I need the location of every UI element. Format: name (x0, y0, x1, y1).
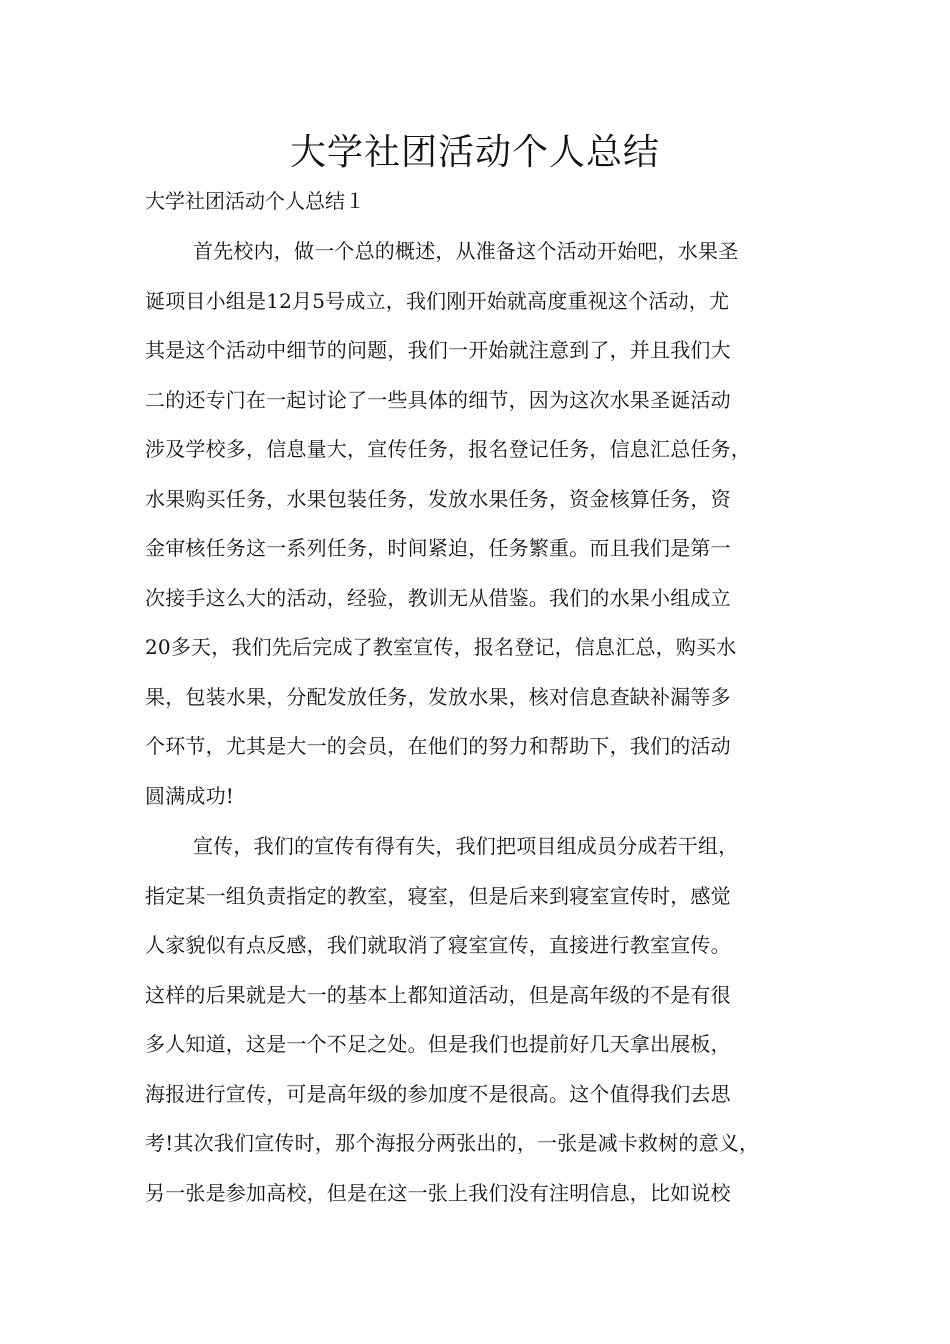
paragraph-line: 20多天，我们先后完成了教室宣传，报名登记，信息汇总，购买水 (145, 635, 737, 659)
document-subtitle: 大学社团活动个人总结１ (145, 189, 365, 213)
paragraph-line: 水果购买任务，水果包装任务，发放水果任务，资金核算任务，资 (145, 487, 731, 511)
paragraph-line: 个环节，尤其是大一的会员，在他们的努力和帮助下，我们的活动 (145, 734, 731, 758)
paragraph-line: 二的还专门在一起讨论了一些具体的细节，因为这次水果圣诞活动 (145, 388, 731, 412)
paragraph-line: 果，包装水果，分配发放任务，发放水果，核对信息查缺补漏等多 (145, 685, 731, 709)
paragraph-line: 金审核任务这一系列任务，时间紧迫，任务繁重。而且我们是第一 (145, 536, 731, 560)
paragraph-line: 涉及学校多，信息量大，宣传任务，报名登记任务，信息汇总任务， (145, 437, 751, 461)
paragraph-line: 其是这个活动中细节的问题，我们一开始就注意到了，并且我们大 (145, 338, 731, 362)
document-title: 大学社团活动个人总结 (289, 132, 660, 173)
paragraph-line: 诞项目小组是12月5号成立，我们刚开始就高度重视这个活动，尤 (145, 289, 730, 313)
paragraph-line: 指定某一组负责指定的教室，寝室，但是后来到寝室宣传时，感觉 (145, 884, 731, 908)
paragraph-line: 人家貌似有点反感，我们就取消了寝室宣传，直接进行教室宣传。 (145, 933, 731, 957)
paragraph-line: 另一张是参加高校，但是在这一张上我们没有注明信息，比如说校 (145, 1181, 731, 1205)
paragraph-line: 多人知道，这是一个不足之处。但是我们也提前好几天拿出展板， (145, 1032, 731, 1056)
paragraph-line: 宣传，我们的宣传有得有失，我们把项目组成员分成若干组， (193, 834, 739, 858)
paragraph-line: 首先校内，做一个总的概述，从准备这个活动开始吧，水果圣 (193, 239, 739, 263)
paragraph-line: 次接手这么大的活动，经验，教训无从借鉴。我们的水果小组成立 (145, 586, 731, 610)
paragraph-line: 这样的后果就是大一的基本上都知道活动，但是高年级的不是有很 (145, 983, 731, 1007)
paragraph-line: 海报进行宣传，可是高年级的参加度不是很高。这个值得我们去思 (145, 1082, 731, 1106)
paragraph-line: 考!其次我们宣传时，那个海报分两张出的，一张是减卡救树的意义， (145, 1131, 760, 1155)
paragraph-line: 圆满成功! (145, 784, 235, 808)
